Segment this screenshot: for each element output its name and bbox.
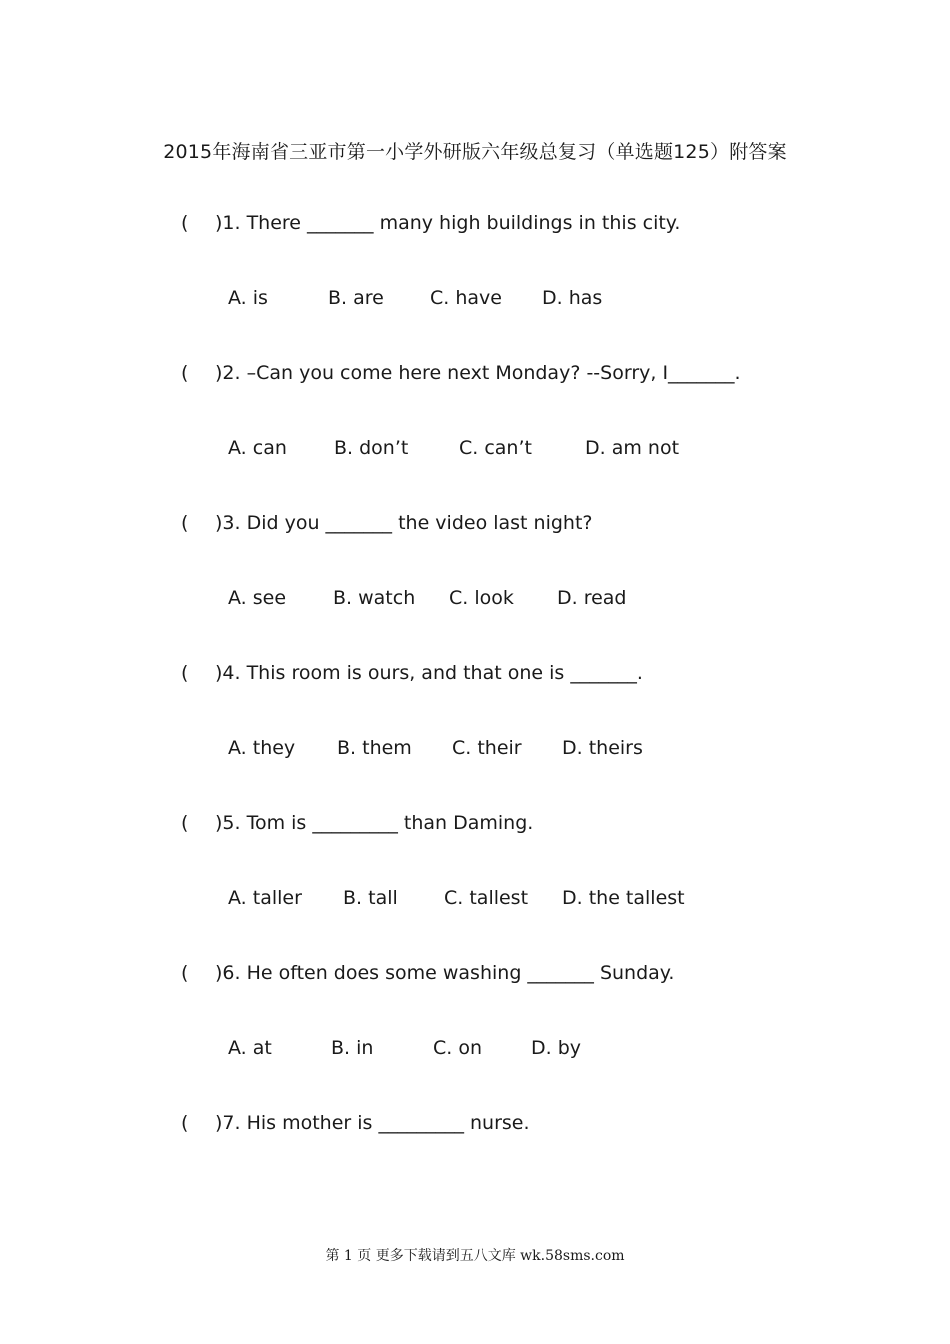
option-d: D. theirs	[562, 737, 643, 759]
option-b: B. are	[328, 287, 384, 309]
question-text: )1. There _______ many high buildings in this city.	[215, 212, 681, 234]
option-d: D. the tallest	[562, 887, 685, 909]
question-4	[181, 662, 643, 684]
question-text: )7. His mother is _________ nurse.	[215, 1112, 530, 1134]
answer-blank-paren: (	[181, 362, 189, 384]
option-d: D. am not	[585, 437, 680, 459]
option-a: A. taller	[228, 887, 302, 909]
question-3	[181, 512, 593, 534]
option-c: C. tallest	[444, 887, 529, 909]
option-a: A. is	[228, 287, 268, 309]
option-b: B. watch	[333, 587, 416, 609]
option-c: C. look	[449, 587, 514, 609]
option-c: C. have	[430, 287, 502, 309]
option-d: D. has	[542, 287, 603, 309]
option-a: A. they	[228, 737, 296, 759]
question-text: )4. This room is ours, and that one is _______.	[215, 662, 643, 684]
answer-blank-paren: (	[181, 512, 189, 534]
question-5	[181, 812, 533, 834]
question-7	[181, 1112, 530, 1134]
question-2	[181, 362, 741, 384]
question-text: )3. Did you _______ the video last night?	[215, 512, 593, 534]
option-c: C. their	[452, 737, 522, 759]
answer-blank-paren: (	[181, 812, 189, 834]
answer-blank-paren: (	[181, 1112, 189, 1134]
option-b: B. tall	[343, 887, 398, 909]
page-footer: 第 1 页 更多下载请到五八文库 wk.58sms.com	[325, 1248, 625, 1264]
option-c: C. can’t	[459, 437, 532, 459]
answer-blank-paren: (	[181, 212, 189, 234]
question-text: )6. He often does some washing _______ Sunday.	[215, 962, 675, 984]
option-a: A. can	[228, 437, 287, 459]
option-c: C. on	[433, 1037, 483, 1059]
option-b: B. them	[337, 737, 412, 759]
option-b: B. in	[331, 1037, 374, 1059]
option-b: B. don’t	[334, 437, 409, 459]
option-a: A. see	[228, 587, 287, 609]
document-title: 2015年海南省三亚市第一小学外研版六年级总复习（单选题125）附答案	[163, 141, 787, 163]
question-1	[181, 212, 680, 234]
option-d: D. read	[557, 587, 627, 609]
question-text: )2. –Can you come here next Monday? --Sorry, I_______.	[215, 362, 741, 384]
answer-blank-paren: (	[181, 662, 189, 684]
answer-blank-paren: (	[181, 962, 189, 984]
option-a: A. at	[228, 1037, 272, 1059]
question-6	[181, 962, 674, 984]
option-d: D. by	[531, 1037, 582, 1059]
question-text: )5. Tom is _________ than Daming.	[215, 812, 534, 834]
